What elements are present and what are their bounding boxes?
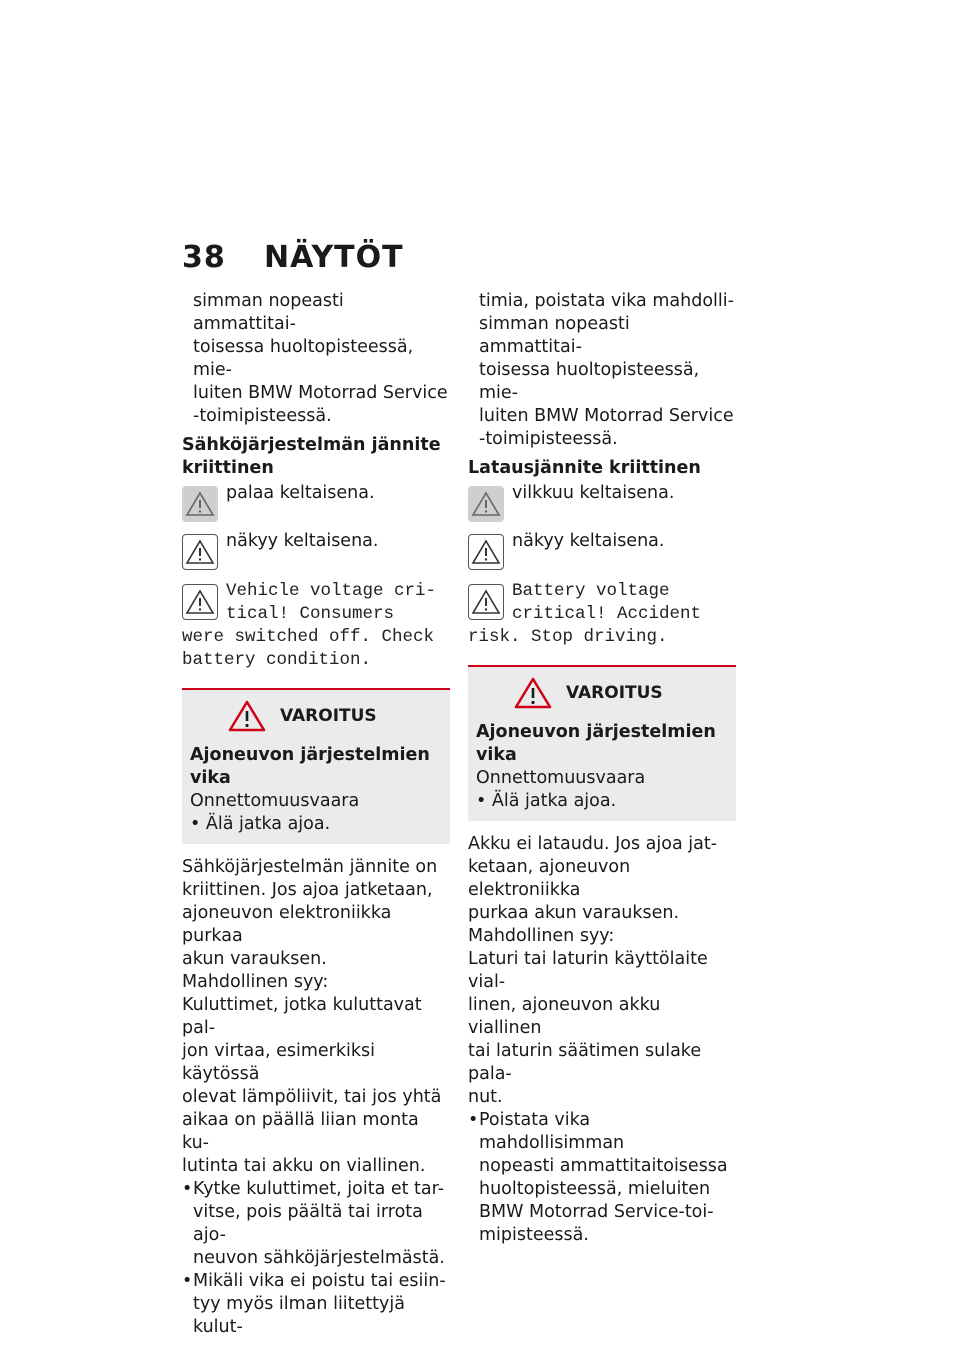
text-line: tyy myös ilman liitettyjä kulut- xyxy=(193,1294,405,1337)
section-title-line: Sähköjärjestelmän jännite xyxy=(182,435,441,455)
message-line: Battery voltage xyxy=(512,581,670,601)
warning-subtitle: Onnettomuusvaara xyxy=(190,791,360,811)
text-line: Mahdollinen syy: xyxy=(182,972,329,992)
warning-triangle-icon xyxy=(468,534,504,570)
text-line: Mahdollinen syy: xyxy=(468,926,615,946)
text-line: ajoneuvon elektroniikka purkaa xyxy=(182,903,392,946)
page-title: NÄYTÖT xyxy=(264,240,404,275)
text-line: linen, ajoneuvon akku viallinen xyxy=(468,995,661,1038)
section-title-line: kriittinen xyxy=(182,458,274,478)
left-column xyxy=(182,290,450,1339)
left-intro xyxy=(182,290,450,428)
message-line: tical! Consumers xyxy=(226,604,395,624)
indicator-row xyxy=(182,530,450,576)
display-message xyxy=(468,580,736,649)
text-line: neuvon sähköjärjestelmästä. xyxy=(193,1248,445,1268)
warning-action: • Älä jatka ajoa. xyxy=(476,791,617,811)
warning-triangle-icon xyxy=(514,677,552,709)
explanation-text xyxy=(468,833,736,1109)
text-line: mipisteessä. xyxy=(479,1225,589,1245)
text-line: nut. xyxy=(468,1087,503,1107)
text-line: aikaa on päällä liian monta ku- xyxy=(182,1110,419,1153)
text-line: BMW Motorrad Service-toi- xyxy=(479,1202,714,1222)
text-line: olevat lämpöliivit, tai jos yhtä xyxy=(182,1087,442,1107)
message-line: risk. Stop driving. xyxy=(468,627,668,647)
text-line: simman nopeasti ammattitai- xyxy=(479,314,630,357)
text-line: Sähköjärjestelmän jännite on xyxy=(182,857,438,877)
text-line: simman nopeasti ammattitai- xyxy=(193,291,344,334)
right-column xyxy=(468,290,736,1247)
indicator-row xyxy=(468,530,736,576)
warning-title xyxy=(190,700,442,732)
text-line: ketaan, ajoneuvon elektroniikka xyxy=(468,857,631,900)
text-line: akun varauksen. xyxy=(182,949,327,969)
bullet-item xyxy=(468,1109,736,1247)
page-number: 38 xyxy=(182,240,226,275)
section-title xyxy=(182,434,450,480)
message-line: critical! Accident xyxy=(512,604,702,624)
warning-heading: Ajoneuvon järjestelmien vika xyxy=(190,745,430,788)
message-line: battery condition. xyxy=(182,650,372,670)
right-intro xyxy=(468,290,736,451)
warning-triangle-icon xyxy=(468,584,504,620)
section-title: Latausjännite kriittinen xyxy=(468,458,701,478)
bullet-dot: • xyxy=(468,1110,479,1130)
bullet-dot: • xyxy=(182,1271,193,1291)
warning-box xyxy=(468,665,736,821)
text-line: Mikäli vika ei poistu tai esiin- xyxy=(193,1271,446,1291)
text-line: Akku ei lataudu. Jos ajoa jat- xyxy=(468,834,718,854)
indicator-row xyxy=(468,482,736,528)
indicator-text: vilkkuu keltaisena. xyxy=(512,483,675,503)
text-line: luiten BMW Motorrad Service xyxy=(193,383,448,403)
warning-box xyxy=(182,688,450,844)
indicator-row xyxy=(182,482,450,528)
warning-action: • Älä jatka ajoa. xyxy=(190,814,331,834)
display-message xyxy=(182,580,450,672)
text-line: nopeasti ammattitaitoisessa xyxy=(479,1156,728,1176)
text-line: Laturi tai laturin käyttölaite vial- xyxy=(468,949,708,992)
text-line: Kytke kuluttimet, joita et tar- xyxy=(193,1179,445,1199)
text-line: huoltopisteessä, mieluiten xyxy=(479,1179,711,1199)
warning-heading: Ajoneuvon järjestelmien vika xyxy=(476,722,716,765)
text-line: kriittinen. Jos ajoa jatketaan, xyxy=(182,880,433,900)
bullet-item xyxy=(182,1270,450,1339)
warning-triangle-icon xyxy=(182,486,218,522)
indicator-text: näkyy keltaisena. xyxy=(226,531,379,551)
text-line: vitse, pois päältä tai irrota ajo- xyxy=(193,1202,423,1245)
text-line: toisessa huoltopisteessä, mie- xyxy=(479,360,700,403)
text-line: Kuluttimet, jotka kuluttavat pal- xyxy=(182,995,422,1038)
text-line: jon virtaa, esimerkiksi käytössä xyxy=(182,1041,375,1084)
text-line: tai laturin säätimen sulake pala- xyxy=(468,1041,702,1084)
message-line: Vehicle voltage cri- xyxy=(226,581,437,601)
text-line: lutinta tai akku on viallinen. xyxy=(182,1156,426,1176)
warning-triangle-icon xyxy=(228,700,266,732)
warning-title xyxy=(476,677,728,709)
text-line: toisessa huoltopisteessä, mie- xyxy=(193,337,414,380)
warning-subtitle: Onnettomuusvaara xyxy=(476,768,646,788)
warning-triangle-icon xyxy=(182,584,218,620)
bullet-item xyxy=(182,1178,450,1270)
warning-triangle-icon xyxy=(182,534,218,570)
warning-triangle-icon xyxy=(468,486,504,522)
indicator-text: näkyy keltaisena. xyxy=(512,531,665,551)
text-line: timia, poistata vika mahdolli- xyxy=(479,291,734,311)
text-line: -toimipisteessä. xyxy=(479,429,618,449)
text-line: luiten BMW Motorrad Service xyxy=(479,406,734,426)
warning-label: VAROITUS xyxy=(566,682,663,703)
message-line: were switched off. Check xyxy=(182,627,435,647)
text-line: purkaa akun varauksen. xyxy=(468,903,680,923)
bullet-dot: • xyxy=(182,1179,193,1199)
text-line: Poistata vika mahdollisimman xyxy=(479,1110,625,1153)
warning-label: VAROITUS xyxy=(280,705,377,726)
page-header xyxy=(182,240,404,275)
explanation-text xyxy=(182,856,450,1178)
text-line: -toimipisteessä. xyxy=(193,406,332,426)
indicator-text: palaa keltaisena. xyxy=(226,483,375,503)
